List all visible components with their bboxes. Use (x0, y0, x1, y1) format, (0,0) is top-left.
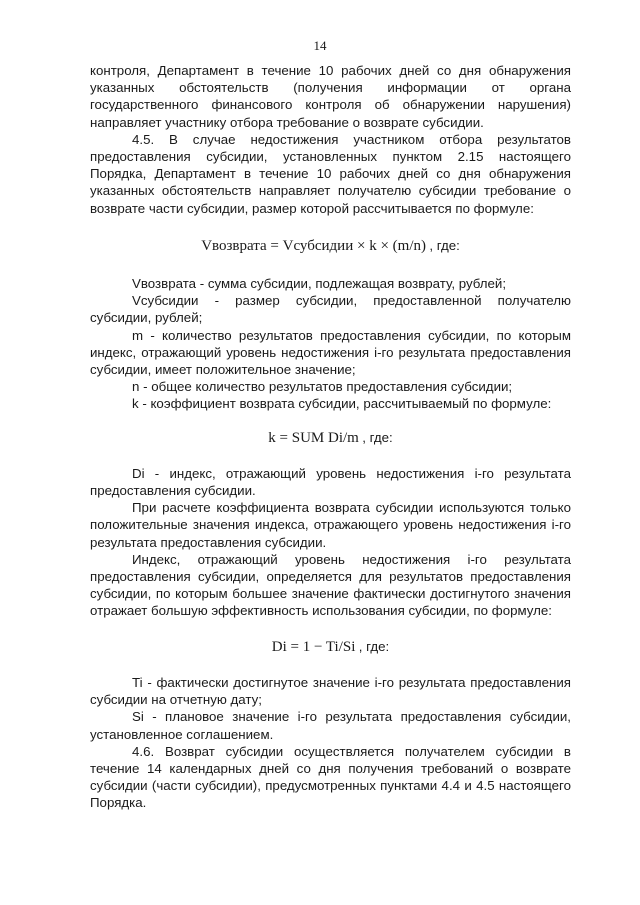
paragraph-positive-values: При расчете коэффициента возврата субсидии используются только положительные значения индекса, отражающего уровень недостижения i-го результата предоставления субсидии. (90, 500, 571, 550)
definition-si: Si - плановое значение i-го результата предоставления субсидии, установленное соглашением. (90, 709, 571, 742)
definition-v-subsidy: Vсубсидии - размер субсидии, предоставленной получателю субсидии, рублей; (90, 293, 571, 326)
paragraph-index-definition: Индекс, отражающий уровень недостижения i-го результата предоставления субсидии, определяется для результатов предоставления субсидии, по которым большее значение фактически достигнутого значения отражает большую эффективность использования субсидии, по формуле: (90, 551, 571, 619)
formula-di-expression: Di = 1 − Ti/Si (271, 638, 356, 655)
definition-ti: Ti - фактически достигнутое значение i-го результата предоставления субсидии на отчетную дату; (90, 674, 571, 708)
definition-k: k - коэффициент возврата субсидии, рассчитываемый по формуле: (132, 396, 552, 412)
formula-index-di (90, 620, 571, 674)
paragraph-4-6: 4.6. Возврат субсидии осуществляется получателем субсидии в течение 14 календарных дней со дня получения требований о возврате субсидии (части субсидии), предусмотренных пунктами 4.4 и 4.5 настоящего Порядка. (90, 743, 571, 811)
definition-m: m - количество результатов предоставления субсидии, по которым индекс, отражающий уровень недостижения i-го результата предоставления субсидии, имеет положительное значение; (90, 327, 571, 378)
formula-refund-expression: Vвозврата = Vсубсидии × k × (m/n) (201, 237, 426, 254)
formula-coefficient-k (90, 413, 571, 465)
definition-di: Di - индекс, отражающий уровень недостижения i-го результата предоставления субсидии. (90, 465, 571, 499)
paragraph-4-5: 4.5. В случае недостижения участником отбора результатов предоставления субсидии, установленных пунктом 2.15 настоящего Порядка, Департамент в течение 10 рабочих дней со дня обнаружения указанных обстоятельств направляет получателю субсидии требование о возврате части субсидии, размер которой рассчитывается по формуле: (90, 131, 571, 216)
paragraph-continuation: контроля, Департамент в течение 10 рабочих дней со дня обнаружения указанных обстоятельств (получения информации от органа государственного финансового контроля об обнаружении нарушения) направляет участнику отбора требование о возврате субсидии. (90, 63, 571, 130)
formula-k-suffix: , где: (362, 429, 393, 445)
formula-refund-amount (90, 217, 571, 275)
definition-v-refund: Vвозврата - сумма субсидии, подлежащая возврату, рублей; (132, 276, 507, 292)
definition-n: n - общее количество результатов предоставления субсидии; (132, 379, 513, 395)
document-body (90, 62, 571, 812)
page-number: 14 (313, 38, 327, 53)
formula-di-suffix: , где: (358, 638, 390, 654)
formula-refund-suffix: , где: (429, 237, 460, 253)
formula-k-expression: k = SUM Di/m (268, 429, 359, 446)
